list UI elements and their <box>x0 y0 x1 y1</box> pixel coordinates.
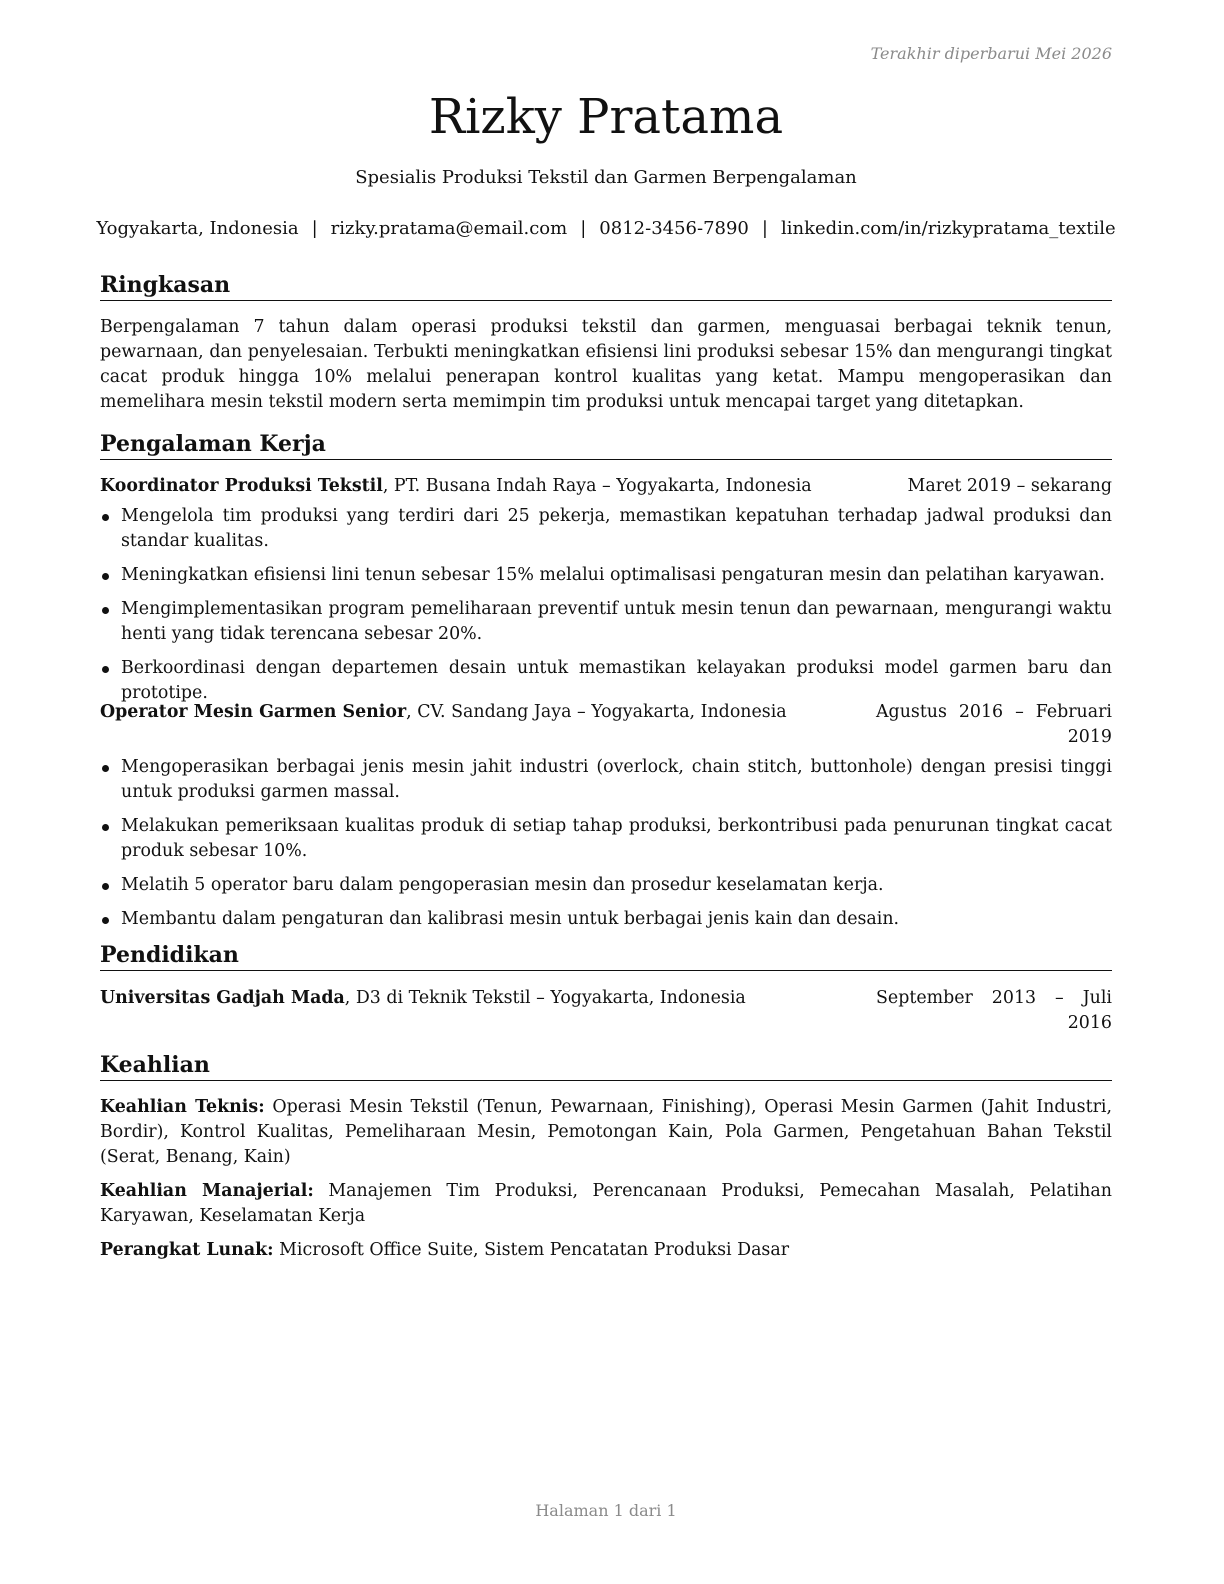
job-organization: , CV. Sandang Jaya – Yogyakarta, Indonesia <box>406 702 787 722</box>
candidate-name: Rizky Pratama <box>428 89 784 145</box>
skill-text: Operasi Mesin Tekstil (Tenun, Pewarnaan, Finishing), Operasi Mesin Garmen (Jahit Industri, Bordir), Kontrol Kualitas, Pemeliharaan Mesin, Pemotongan Kain, Pola Garmen, Pengetahuan Bahan Tekstil (Serat, Benang, Kain) <box>100 1097 1112 1167</box>
bullet-icon <box>102 514 109 521</box>
summary-text: Berpengalaman 7 tahun dalam operasi produksi tekstil dan garmen, menguasai berbagai teknik tenun, pewarnaan, dan penyelesaian. Terbukti meningkatkan efisiensi lini produksi sebesar 15% dan mengurangi tingkat cacat produk hingga 10% melalui penerapan kontrol kualitas yang ketat. Mampu mengoperasikan dan memelihara mesin tekstil modern serta memimpin tim produksi untuk mencapai target yang ditetapkan. <box>100 317 1112 412</box>
job-dates: Agustus 2016 – Februari 2019 <box>876 702 1112 747</box>
skill-group <box>100 1179 1112 1229</box>
education-entry <box>100 986 1112 1036</box>
bullet-icon <box>102 824 109 831</box>
contact-separator: | <box>761 218 768 239</box>
list-item: Mengoperasikan berbagai jenis mesin jahit industri (overlock, chain stitch, buttonhole) dengan presisi tinggi untuk produksi garmen massal. <box>100 755 1112 805</box>
resume-page <box>96 0 1116 1584</box>
job-header <box>100 700 1112 750</box>
job-organization: , PT. Busana Indah Raya – Yogyakarta, Indonesia <box>382 476 812 496</box>
skill-label: Keahlian Teknis: <box>100 1097 265 1117</box>
contact-line <box>90 218 1122 239</box>
job-bullets <box>100 755 1112 941</box>
bullet-icon <box>102 607 109 614</box>
list-item: Melatih 5 operator baru dalam pengoperasian mesin dan prosedur keselamatan kerja. <box>100 873 1112 898</box>
contact-separator: | <box>311 218 318 239</box>
education-degree: , D3 di Teknik Tekstil – Yogyakarta, Indonesia <box>344 988 746 1008</box>
list-item: Mengelola tim produksi yang terdiri dari 25 pekerja, memastikan kepatuhan terhadap jadwal produksi dan standar kualitas. <box>100 504 1112 554</box>
candidate-headline: Spesialis Produksi Tekstil dan Garmen Berpengalaman <box>355 167 857 188</box>
list-item: Meningkatkan efisiensi lini tenun sebesar 15% melalui optimalisasi pengaturan mesin dan pelatihan karyawan. <box>100 563 1112 588</box>
skill-group <box>100 1095 1112 1170</box>
section-title-skills: Keahlian <box>100 1050 1112 1081</box>
section-title-education: Pendidikan <box>100 940 1112 971</box>
job-role: Operator Mesin Garmen Senior <box>100 702 407 722</box>
skill-group <box>100 1238 1112 1263</box>
section-title-summary: Ringkasan <box>100 270 1112 301</box>
contact-location: Yogyakarta, Indonesia <box>96 218 299 239</box>
job-bullets <box>100 504 1112 715</box>
bullet-icon <box>102 765 109 772</box>
education-school: Universitas Gadjah Mada <box>100 988 345 1008</box>
contact-separator: | <box>580 218 587 239</box>
last-updated-note: Terakhir diperbarui Mei 2026 <box>870 44 1112 63</box>
list-item: Mengimplementasikan program pemeliharaan preventif untuk mesin tenun dan pewarnaan, mengurangi waktu henti yang tidak terencana sebesar 20%. <box>100 597 1112 647</box>
contact-email[interactable]: rizky.pratama@email.com <box>330 218 568 239</box>
list-item: Membantu dalam pengaturan dan kalibrasi mesin untuk berbagai jenis kain dan desain. <box>100 907 1112 932</box>
section-title-experience: Pengalaman Kerja <box>100 429 1112 460</box>
list-item: Melakukan pemeriksaan kualitas produk di setiap tahap produksi, berkontribusi pada penurunan tingkat cacat produk sebesar 10%. <box>100 814 1112 864</box>
skill-label: Keahlian Manajerial: <box>100 1181 314 1201</box>
contact-phone: 0812-3456-7890 <box>599 218 749 239</box>
education-dates: September 2013 – Juli 2016 <box>876 988 1112 1033</box>
skill-text: Manajemen Tim Produksi, Perencanaan Produksi, Pemecahan Masalah, Pelatihan Karyawan, Keselamatan Kerja <box>100 1181 1112 1226</box>
contact-linkedin[interactable]: linkedin.com/in/rizkypratama_textile <box>780 218 1116 239</box>
job-header <box>100 474 1112 499</box>
skill-label: Perangkat Lunak: <box>100 1240 274 1260</box>
job-dates: Maret 2019 – sekarang <box>907 476 1112 496</box>
bullet-icon <box>102 883 109 890</box>
bullet-icon <box>102 573 109 580</box>
list-item: Berkoordinasi dengan departemen desain untuk memastikan kelayakan produksi model garmen baru dan prototipe. <box>100 656 1112 706</box>
skill-text: Microsoft Office Suite, Sistem Pencatatan Produksi Dasar <box>273 1240 790 1260</box>
bullet-icon <box>102 666 109 673</box>
bullet-icon <box>102 917 109 924</box>
page-number: Halaman 1 dari 1 <box>535 1501 677 1520</box>
job-role: Koordinator Produksi Tekstil <box>100 476 383 496</box>
